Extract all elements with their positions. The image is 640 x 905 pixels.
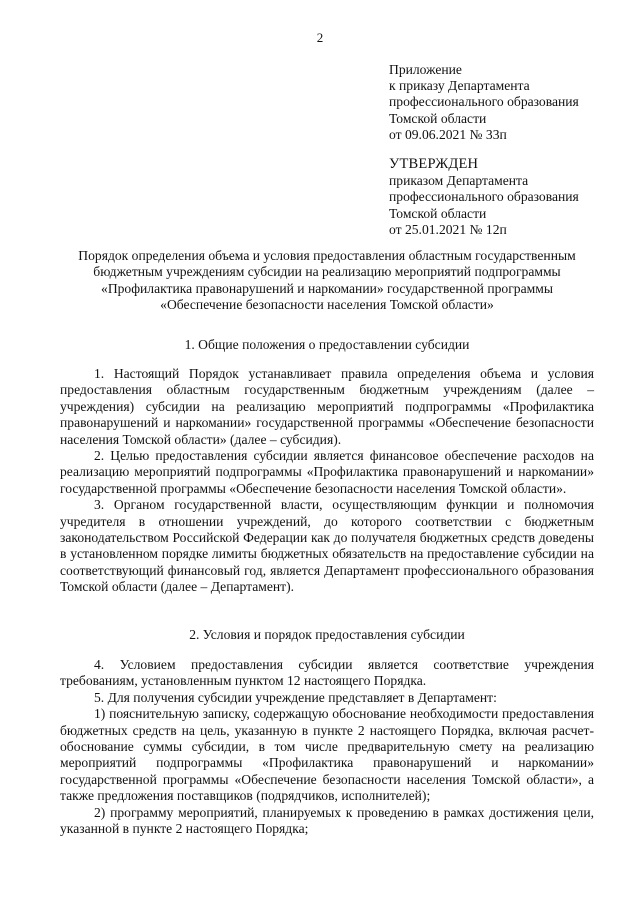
section-2-body: [60, 657, 594, 837]
paragraph: 2. Целью предоставления субсидии является финансовое обеспечение расходов на реализацию мероприятий подпрограммы «Профилактика правонарушений и наркомании» государственной программы «Обеспечение безопасности населения Томской области».: [60, 448, 594, 496]
approval-line: от 25.01.2021 № 12п: [389, 221, 507, 237]
page-number: 2: [316, 30, 324, 45]
appendix-block: [389, 62, 639, 143]
appendix-line: от 09.06.2021 № 33п: [389, 126, 507, 142]
approval-line: приказом Департамента: [389, 173, 529, 189]
paragraph: 5. Для получения субсидии учреждение представляет в Департамент:: [94, 689, 497, 705]
approval-heading: УТВЕРЖДЕН: [389, 156, 479, 172]
appendix-line: Томской области: [389, 110, 487, 126]
approval-line: профессионального образования: [389, 189, 579, 205]
section-1-body: [60, 366, 594, 596]
approval-line: Томской области: [389, 205, 487, 221]
paragraph: 3. Органом государственной власти, осуществляющим функции и полномочия учредителя в отношении учреждений, до которого соответствии с бюджетным законодательством Российской Федерации как до получателя бюджетных средств доведены в установленном порядке лимиты бюджетных обязательств на предоставление субсидии на соответствующий финансовый год, является Департамент профессионального образования Томской области (далее – Департамент).: [60, 497, 594, 595]
document-title: Порядок определения объема и условия предоставления областным государственным бюджетным учреждениям субсидии на реализацию мероприятий подпрограммы «Профилактика правонарушений и наркомании» государственной программы «Обеспечение безопасности населения Томской области»: [78, 248, 576, 313]
appendix-line: Приложение: [389, 62, 462, 77]
appendix-line: к приказу Департамента: [389, 78, 530, 94]
section-heading: 2. Условия и порядок предоставления субсидии: [189, 627, 465, 642]
paragraph: 1) пояснительную записку, содержащую обоснование необходимости предоставления бюджетных средств на цель, указанную в пункте 2 настоящего Порядка, включая расчет-обоснование суммы субсидии, в том числе предварительную смету на реализацию мероприятий подпрограммы «Профилактика правонарушений и наркомании» государственной программы «Обеспечение безопасности населения Томской области», а также предложения поставщиков (подрядчиков, исполнителей);: [60, 706, 594, 804]
section-heading: 1. Общие положения о предоставлении субсидии: [184, 337, 470, 352]
approval-block: [389, 156, 639, 238]
appendix-line: профессионального образования: [389, 94, 579, 110]
paragraph: 4. Условием предоставления субсидии является соответствие учреждения требованиям, установленным пунктом 12 настоящего Порядка.: [60, 657, 594, 689]
paragraph: 1. Настоящий Порядок устанавливает правила определения объема и условия предоставления областным государственным бюджетным учреждениям (далее – учреждения) субсидии на реализацию мероприятий подпрограммы «Профилактика правонарушений и наркомании» государственной программы «Обеспечение безопасности населения Томской области» (далее – субсидия).: [60, 366, 594, 447]
paragraph: 2) программу мероприятий, планируемых к проведению в рамках достижения цели, указанной в пункте 2 настоящего Порядка;: [60, 804, 594, 837]
